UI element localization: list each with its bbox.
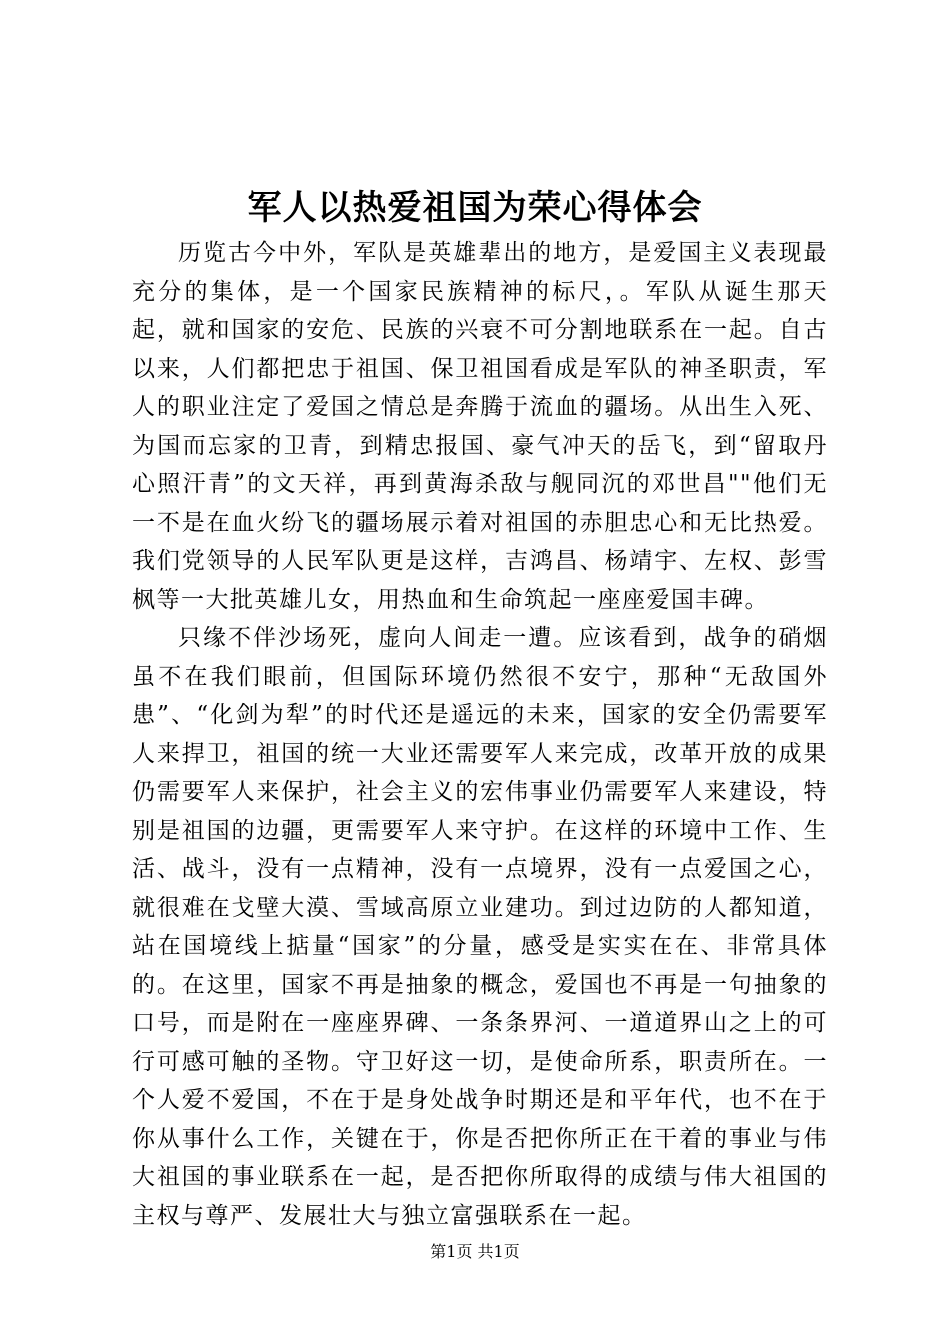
paragraph-1: 历览古今中外，军队是英雄辈出的地方，是爱国主义表现最充分的集体，是一个国家民族精神的标尺，。军队从诞生那天起，就和国家的安危、民族的兴衰不可分割地联系在一起。自古以来，人们都把忠于祖国、保卫祖国看成是军队的神圣职责，军人的职业注定了爱国之情总是奔腾于流血的疆场。从出生入死、为国而忘家的卫青，到精忠报国、豪气冲天的岳飞，到“留取丹心照汗青”的文天祥，再到黄海杀敌与舰同沉的邓世昌""他们无一不是在血火纷飞的疆场展示着对祖国的赤胆忠心和无比热爱。我们党领导的人民军队更是这样，吉鸿昌、杨靖宇、左权、彭雪枫等一大批英雄儿女，用热血和生命筑起一座座爱国丰碑。 xyxy=(132,240,828,613)
document-title: 军人以热爱祖国为荣心得体会 xyxy=(247,188,703,228)
document-body xyxy=(132,234,828,1235)
page-footer: 第1页 共1页 xyxy=(430,1242,520,1261)
paragraph-2: 只缘不伴沙场死，虚向人间走一遭。应该看到，战争的硝烟虽不在我们眼前，但国际环境仍然很不安宁，那种“无敌国外患”、“化剑为犁”的时代还是遥远的未来，国家的安全仍需要军人来捍卫，祖国的统一大业还需要军人来完成，改革开放的成果仍需要军人来保护，社会主义的宏伟事业仍需要军人来建设，特别是祖国的边疆，更需要军人来守护。在这样的环境中工作、生活、战斗，没有一点精神，没有一点境界，没有一点爱国之心，就很难在戈壁大漠、雪域高原立业建功。到过边防的人都知道，站在国境线上掂量“国家”的分量，感受是实实在在、非常具体的。在这里，国家不再是抽象的概念，爱国也不再是一句抽象的口号，而是附在一座座界碑、一条条界河、一道道界山之上的可行可感可触的圣物。守卫好这一切，是使命所系，职责所在。一个人爱不爱国，不在于是身处战争时期还是和平年代，也不在于你从事什么工作，关键在于，你是否把你所正在干着的事业与伟大祖国的事业联系在一起，是否把你所取得的成绩与伟大祖国的主权与尊严、发展壮大与独立富强联系在一起。 xyxy=(132,625,828,1229)
